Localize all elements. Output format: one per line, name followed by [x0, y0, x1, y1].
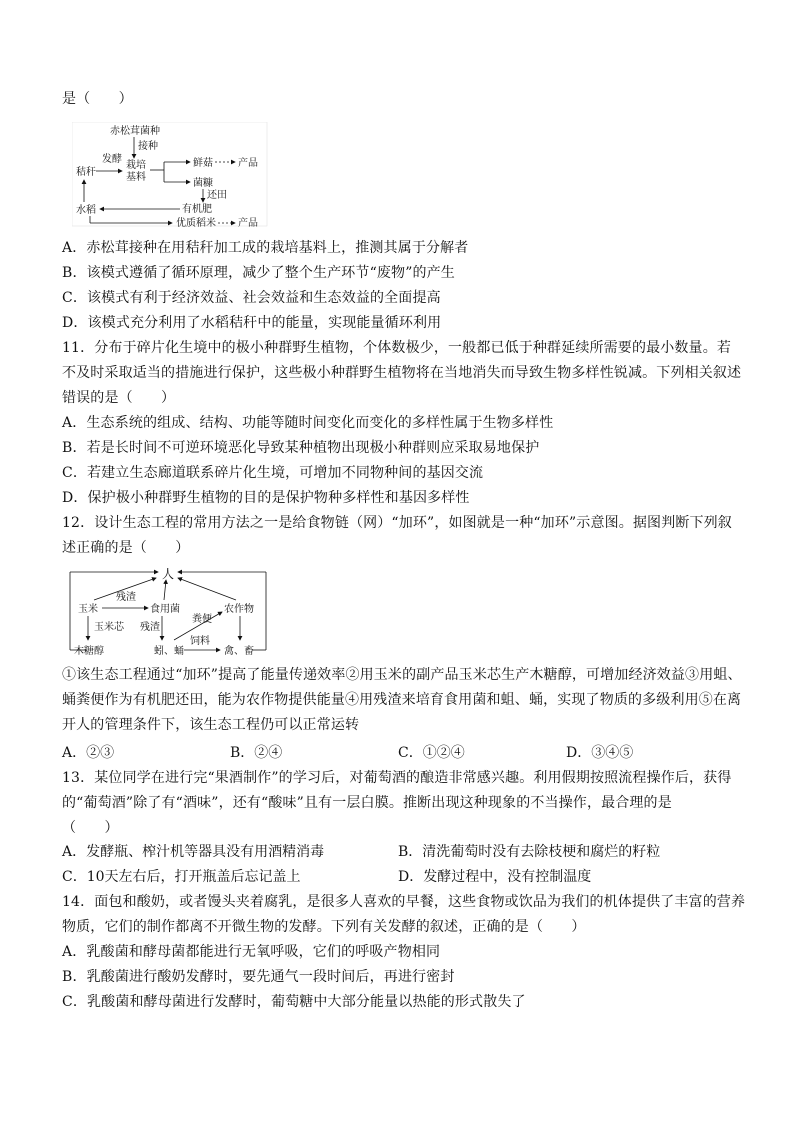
q12-feed-label: 饲料 — [190, 636, 210, 647]
q13-option-a: A．发酵瓶、榨汁机等器具没有用酒精消毒 — [62, 844, 325, 860]
q14-stem-line-1: 14．面包和酸奶，或者馒头夹着腐乳，是很多人喜欢的早餐，这些食物或饮品为我们的机体提供了丰富的营养 — [62, 894, 746, 910]
q12-xylitol-label: 木糖醇 — [74, 646, 104, 656]
q11-option-c: C．若建立生态廊道联系碎片化生境，可增加不同物种间的基因交流 — [62, 465, 484, 481]
q10-quality-rice-label: 优质稻米 — [176, 218, 216, 228]
q13-stem-line-2: 的“葡萄酒”除了有“酒味”，还有“酸味”且有一层白膜。推断出现这种现象的不当操作，最合理的是 — [62, 795, 672, 811]
q10-seed-label: 赤松茸菌种 — [110, 126, 160, 137]
q10-product2-label: 产品 — [238, 218, 258, 228]
q12-mushroom-label: 食用菌 — [150, 604, 180, 615]
q12-residue2-label: 残渣 — [140, 622, 160, 633]
q10-flow-diagram — [72, 122, 272, 228]
q12-option-b: B．②④ — [230, 745, 283, 761]
q10-mushroom-label: 鲜菇 — [193, 158, 213, 169]
q13-option-d: D．发酵过程中，没有控制温度 — [398, 869, 592, 885]
q12-cycle-diagram — [66, 566, 272, 656]
q10-option-a: A．赤松茸接种在用秸秆加工成的栽培基料上，推测其属于分解者 — [62, 240, 469, 256]
q10-option-b: B．该模式遵循了循环原理，减少了整个生产环节“废物”的产生 — [62, 265, 455, 281]
q12-stem-line-1: 12．设计生态工程的常用方法之一是给食物链（网）“加环”，如图就是一种“加环”示意图。据图判断下列叙 — [62, 515, 732, 531]
q10-stem-end: 是（ ） — [62, 91, 133, 107]
q10-straw-label: 秸秆 — [76, 167, 96, 178]
q14-option-c: C．乳酸菌和酵母菌进行发酵时，葡萄糖中大部分能量以热能的形式散失了 — [62, 994, 526, 1010]
q12-option-a: A．②③ — [62, 745, 115, 761]
q10-substrate-label-2: 基料 — [126, 172, 146, 183]
q13-stem-line-3: （ ） — [62, 820, 119, 836]
q12-statements-line-1: ①该生态工程通过“加环”提高了能量传递效率②用玉米的副产品玉米芯生产木糖醇，可增加经济效益③用蛆、 — [62, 667, 742, 683]
q11-stem-line-2: 不及时采取适当的措施进行保护，这些极小种群野生植物将在当地消失而导致生物多样性锐减。下列相关叙述 — [62, 365, 742, 381]
q11-stem-line-1: 11．分布于碎片化生境中的极小种群野生植物，个体数极少，一般都已低于种群延续所需要的最小数量。若 — [62, 340, 732, 356]
q11-option-b: B．若是长时间不可逆环境恶化导致某种植物出现极小种群则应采取易地保护 — [62, 440, 540, 456]
q12-statements-line-2: 蛹粪便作为有机肥还田，能为农作物提供能量④用残渣来培育食用菌和蛆、蛹，实现了物质的多级利用⑤在离 — [62, 692, 742, 708]
q12-option-d: D．③④⑤ — [566, 745, 634, 761]
q10-return-label: 还田 — [207, 190, 227, 201]
q14-option-b: B．乳酸菌进行酸奶发酵时，要先通气一段时间后，再进行密封 — [62, 969, 455, 985]
q11-option-d: D．保护极小种群野生植物的目的是保护物种多样性和基因多样性 — [62, 490, 470, 506]
q12-larvae-label: 蚓、蛹 — [154, 646, 184, 656]
q10-substrate-label-1: 栽培 — [126, 160, 146, 171]
q10-ferment-label: 发酵 — [102, 154, 122, 165]
q12-feces-label: 粪便 — [192, 614, 212, 625]
q14-stem-line-2: 物质，它们的制作都离不开微生物的发酵。下列有关发酵的叙述，正确的是（ ） — [62, 919, 586, 935]
q14-option-a: A．乳酸菌和酵母菌都能进行无氧呼吸，它们的呼吸产物相同 — [62, 944, 441, 960]
q10-option-d: D．该模式充分利用了水稻秸秆中的能量，实现能量循环利用 — [62, 315, 442, 331]
q11-option-a: A．生态系统的组成、结构、功能等随时间变化而变化的多样性属于生物多样性 — [62, 415, 554, 431]
q10-inoculate-label: 接种 — [138, 141, 158, 152]
q12-option-c: C．①②④ — [398, 745, 465, 761]
q12-crops-label: 农作物 — [224, 604, 254, 615]
q10-residue-label: 菌糠 — [193, 178, 213, 189]
q12-statements-line-3: 开人的管理条件下，该生态工程仍可以正常运转 — [62, 717, 360, 733]
q13-option-b: B．清洗葡萄时没有去除枝梗和腐烂的籽粒 — [398, 844, 661, 860]
q10-option-c: C．该模式有利于经济效益、社会效益和生态效益的全面提高 — [62, 290, 441, 306]
q11-stem-line-3: 错误的是（ ） — [62, 390, 176, 406]
q12-residue-label: 残渣 — [116, 592, 136, 603]
q12-livestock-label: 禽、畜 — [224, 646, 254, 656]
q12-cob-label: 玉米芯 — [94, 622, 124, 633]
q10-rice-label: 水稻 — [76, 205, 96, 216]
q10-fertilizer-label: 有机肥 — [182, 204, 212, 215]
q12-stem-line-2: 述正确的是（ ） — [62, 540, 190, 556]
q13-stem-line-1: 13．某位同学在进行完“果酒制作”的学习后，对葡萄酒的酿造非常感兴趣。利用假期按照流程操作后，获得 — [62, 770, 732, 786]
q13-option-c: C．10天左右后，打开瓶盖后忘记盖上 — [62, 869, 301, 885]
q12-corn-label: 玉米 — [78, 604, 98, 615]
q12-human-label: 人 — [162, 567, 175, 581]
q10-product-label: 产品 — [238, 158, 258, 169]
